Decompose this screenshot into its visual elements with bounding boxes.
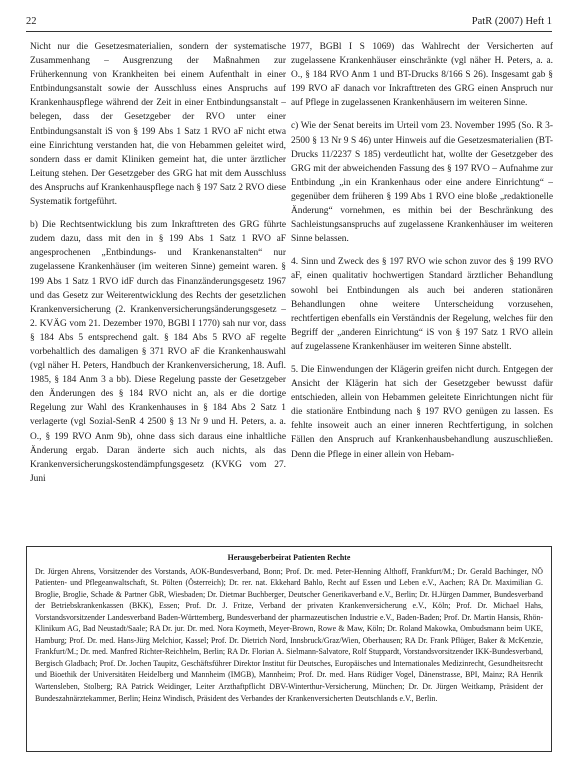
right-column [291, 40, 553, 471]
left-column [30, 40, 286, 495]
header-rule [26, 31, 552, 32]
paragraph: 5. Die Einwendungen der Klägerin greifen nicht durch. Entgegen der Ansicht der Klägerin hat sich der Gesetzgeber bewusst dafür entschieden, allein von Hebammen geleitete Einrichtungen nicht für die stationäre Entbindung nach § 197 RVO genügen zu lassen. Es fehlte insoweit auch an einer inneren Rechtfertigung, in solchen Fällen den Anspruch auf Krankenhausbehandlung auszuschließen. Denn die Pflege in einer allein von Hebam- [291, 364, 553, 460]
editorial-board-list: Dr. Jürgen Ahrens, Vorsitzender des Vorstands, AOK-Bundesverband, Bonn; Prof. Dr. med. Peter-Henning Althoff, Frankfurt/M.; Dr. Gerald Bachinger, NÖ Patienten- und Pflegeanwaltschaft, St. Pölten (Österreich); Dr. rer. nat. Ekkehard Bahlo, Recht auf Essen und Leben e.V., Aachen; RA Dr. Maximilian G. Broglie, Broglie, Schade & Partner GbR, Wiesbaden; Dr. Dietmar Buchberger, Deutscher Generikaverband e.V., Berlin; Dr. H.Jürgen Dammer, Bundesverband der Betriebskrankenkassen (BKK), Essen; Prof. Dr. J. Fritze, Verband der privaten Krankenversicherung e.V., Köln; Prof. Dr. Michael Hahs, Vorstandsvorsitzender Landesverband Baden-Württemberg, Bundesverband der pharmazeutischen Industrie e.V., Baden-Baden; Prof. Dr. Martin Hansis, Rhön-Klinikum AG, Bad Neustadt/Saale; RA Dr. jur. Dr. med. Nora Koymeth, Meyer-Brown, Rowe & Maw, Köln; Dr. Roland Makowka, Ombudsmann beim UKE, Hamburg; Prof. Dr. med. Hans-Jürg Melchior, Kassel; Prof. Dr. Dietrich Nord, Innsbruck/Graz/Wien, Oberhausen; RA Dr. Frank Pflüger, Baker & McKenzie, Frankfurt/M.; Dr. med. Manfred Richter-Reichhelm, Berlin; RA Dr. Florian A. Sielmann-Salvatore, Rolf Stuppardt, Vorstandsvorsitzender IKK-Bundesverband, Bergisch Gladbach; Prof. Dr. Jochen Taupitz, Geschäftsführer Direktor Institut für Deutsches, Europäisches und Internationales Medizinrecht, Gesundheitsrecht und Bioethik der Universitäten Heidelberg und Mannheim (IMGB), Mannheim; Prof. Dr. med. Hans Rüdiger Vogel, Dänenstrasse, BPI, Mainz; RA Henrik Wartensleben, Stolberg; RA Patrick Weidinger, Leiter Arzthaftpflicht DBV-Winterthur-Versicherung, München; Dr. Dr. Jürgen Weitkamp, Präsident der Bundeszahnärztekammer, Berlin; Heinz Windisch, Präsident des Verbandes der Krankenversicherten Deutschlands e.V., Berlin. [35, 566, 543, 703]
paragraph: 1977, BGBl I S 1069) das Wahlrecht der Versicherten auf zugelassene Krankenhäuser einschränkte (vgl näher H. Peters, a. a. O., § 184 RVO Anm 1 und BT-Drucks 8/166 S 26). Insgesamt gab § 199 RVO aF danach vor Inkrafttreten des GRG einen Anspruch nur auf Pflege in zugelassenen Krankenhäusern im weiteren Sinne. [291, 42, 553, 109]
page-number: 22 [26, 16, 37, 27]
paragraph: c) Wie der Senat bereits im Urteil vom 23. November 1995 (So. R 3-2500 § 13 Nr 9 S 46) unter Hinweis auf die Gesetzesmaterialien (BT-Drucks 11/2237 S 185) verdeutlicht hat, wollte der Gesetzgeber des GRG mit der abweichenden Fassung des § 197 RVO – Aufnahme zur Entbindung „in ein Krankenhaus oder eine andere Einrichtung“ – gegenüber dem früheren § 199 Abs 1 RVO eine bloße „redaktionelle Änderung“ vornehmen, es mithin bei der Beschränkung des Sachleistungsanspruchs auf zugelassene Krankenhäuser im weiteren Sinne belassen. [291, 121, 553, 245]
editorial-board-title: Herausgeberbeirat Patienten Rechte [227, 553, 351, 562]
paragraph: 4. Sinn und Zweck des § 197 RVO wie schon zuvor des § 199 RVO aF, einen qualitativ hochwertigen Standard ärztlicher Behandlung sowohl bei Entbindungen als auch bei anderen stationären Behandlungen ohne weitere Unterscheidung vorzusehen, rechtfertigen ebenfalls ein Verständnis der Regelung, welches für den Begriff der „anderen Einrichtung“ iS von § 197 Satz 1 RVO allein auf zugelassene Krankenhäuser im weiteren Sinne abstellt. [291, 257, 553, 352]
paragraph: b) Die Rechtsentwicklung bis zum Inkrafttreten des GRG führte zudem dazu, dass mit den in § 199 Abs 1 Satz 1 RVO aF angesprochenen „Entbindungs- und Krankenanstalten“ nur zugelassene Krankenhäuser (im weiteren Sinne) gemeint waren. § 199 Abs 1 Satz 1 RVO idF durch das Finanzänderungsgesetz 1967 und das Gesetz zur Weiterentwicklung des Rechts der gesetzlichen Krankenversicherung (2. Krankenversicherungsänderungsgesetz – 2. KVÄG vom 21. Dezember 1970, BGBl I 1770) sah nur vor, dass § 184 Abs 5 entsprechend galt. § 184 Abs 5 RVO aF regelte vorbehaltlich des damaligen § 371 RVO aF die Krankenhauswahl (vgl näher H. Peters, Handbuch der Krankenversicherung, 18. Aufl. 1985, § 184 Anm 3 a bb). Diese Regelung passte der Gesetzgeber den Änderungen des § 184 RVO nicht an, als er die dortige Regelung zur Wahl des Krankenhauses in § 184 Abs 2 Satz 1 verlagerte (vgl Sozial-SenR 4 2500 § 13 Nr 9 und H. Peters, a. a. O., § 199 RVO Anm 9b), ohne dass sich daraus eine inhaltliche Änderung ergab. Daran änderte sich auch nichts, als das Krankenversicherungskostendämpfungsgesetz (KVKG vom 27. Juni [30, 220, 286, 484]
running-head: PatR (2007) Heft 1 [471, 16, 552, 27]
editorial-board-box [26, 546, 552, 752]
paragraph: Nicht nur die Gesetzesmaterialien, sondern der systematische Zusammenhang – Ausgrenzung der Maßnahmen zur Früherkennung von Krankheiten bei einem Aufenthalt in einer Entbindungsanstalt sowie der Ausschluss eines Anspruchs auf Krankenhauspflege während der Zeit in einer Entbindungsanstalt – belegen, dass der Gesetzgeber der RVO unter einer Entbindungsanstalt iS von § 199 Abs 1 Satz 1 RVO aF nicht etwa eine Einrichtung verstanden hat, die von Hebammen geleitet wird, sondern dass er damit Kliniken gemeint hat, die unter ärztlicher Leitung stehen. Der Gesetzgeber des GRG hat mit dem Ausschluss des Anspruchs auf Krankenhauspflege nach § 197 Satz 2 RVO diese Systematik fortgeführt. [30, 42, 286, 208]
